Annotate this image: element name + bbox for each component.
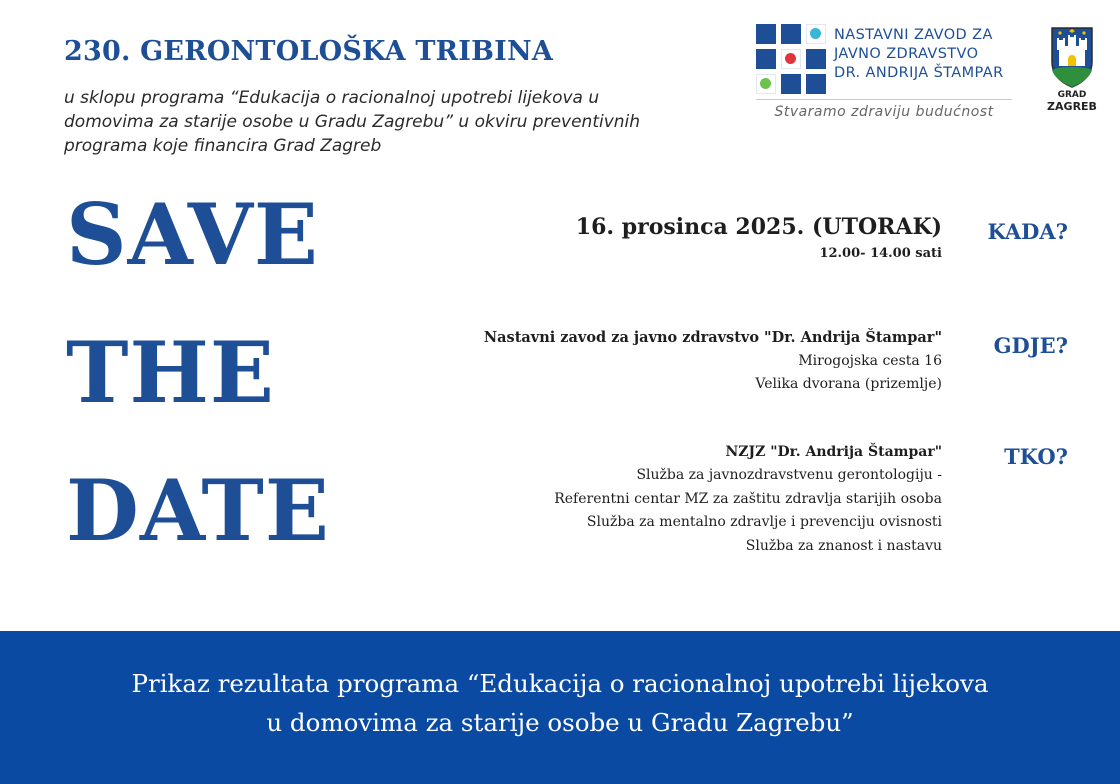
- who-block: [554, 440, 942, 558]
- nzjz-logo: [756, 24, 1026, 134]
- event-date: 16. prosinca 2025. (UTORAK): [575, 214, 942, 240]
- logo-name-line: JAVNO ZDRAVSTVO: [834, 46, 979, 62]
- footer-text: [40, 664, 1080, 742]
- venue-room-line: Velika dvorana (prizemlje): [755, 376, 942, 392]
- logo-dot-red: [785, 53, 796, 64]
- logo-grid-icon: [756, 24, 826, 94]
- department-line: Služba za znanost i nastavu: [745, 537, 942, 554]
- venue-address-line: Mirogojska cesta 16: [798, 353, 942, 369]
- where-label: GDJE?: [993, 333, 1068, 358]
- subtitle-line: programa koje financira Grad Zagreb: [64, 136, 382, 156]
- footer-band: [0, 631, 1120, 784]
- zagreb-label-zagreb: ZAGREB: [1047, 100, 1097, 113]
- zagreb-logo: [1040, 26, 1104, 122]
- department-line: Služba za javnozdravstvenu gerontologiju -: [636, 467, 942, 483]
- logo-name-line: NASTAVNI ZAVOD ZA: [834, 27, 993, 43]
- department-line: Služba za mentalno zdravlje i prevenciju ovisnosti: [586, 514, 942, 530]
- logo-name-line: DR. ANDRIJA ŠTAMPAR: [834, 65, 1004, 81]
- organizer-name: NZJZ "Dr. Andrija Štampar": [725, 444, 942, 460]
- footer-line: u domovima za starije osobe u Gradu Zagrebu”: [266, 708, 854, 737]
- event-time: 12.00- 14.00 sati: [819, 246, 942, 261]
- logo-institution-name: [834, 26, 1004, 83]
- event-title: 230. GERONTOLOŠKA TRIBINA: [64, 36, 554, 67]
- department-line: Referentni centar MZ za zaštitu zdravlja starijih osoba: [554, 490, 942, 507]
- logo-dot-green: [760, 78, 771, 89]
- footer-line: Prikaz rezultata programa “Edukacija o racionalnoj upotrebi lijekova: [131, 669, 989, 698]
- event-subtitle: [64, 86, 764, 158]
- save-word: SAVE: [66, 185, 319, 284]
- grad-zagreb-coat-of-arms-icon: [1050, 26, 1094, 88]
- logo-divider: [756, 99, 1012, 100]
- when-block: [576, 212, 942, 266]
- subtitle-line: u sklopu programa “Edukacija o racionalnoj upotrebi lijekova u: [64, 88, 600, 108]
- date-word: DATE: [66, 461, 330, 560]
- zagreb-label-grad: GRAD: [1057, 90, 1087, 100]
- logo-dot-blue: [810, 28, 821, 39]
- when-label: KADA?: [987, 219, 1068, 244]
- venue-name: Nastavni zavod za javno zdravstvo "Dr. Andrija Štampar": [483, 329, 942, 346]
- who-label: TKO?: [1004, 444, 1068, 469]
- the-word: THE: [66, 323, 275, 422]
- where-block: [484, 326, 942, 396]
- subtitle-line: domovima za starije osobe u Gradu Zagrebu” u okviru preventivnih: [64, 112, 641, 132]
- logo-slogan: Stvaramo zdraviju budućnost: [774, 104, 994, 120]
